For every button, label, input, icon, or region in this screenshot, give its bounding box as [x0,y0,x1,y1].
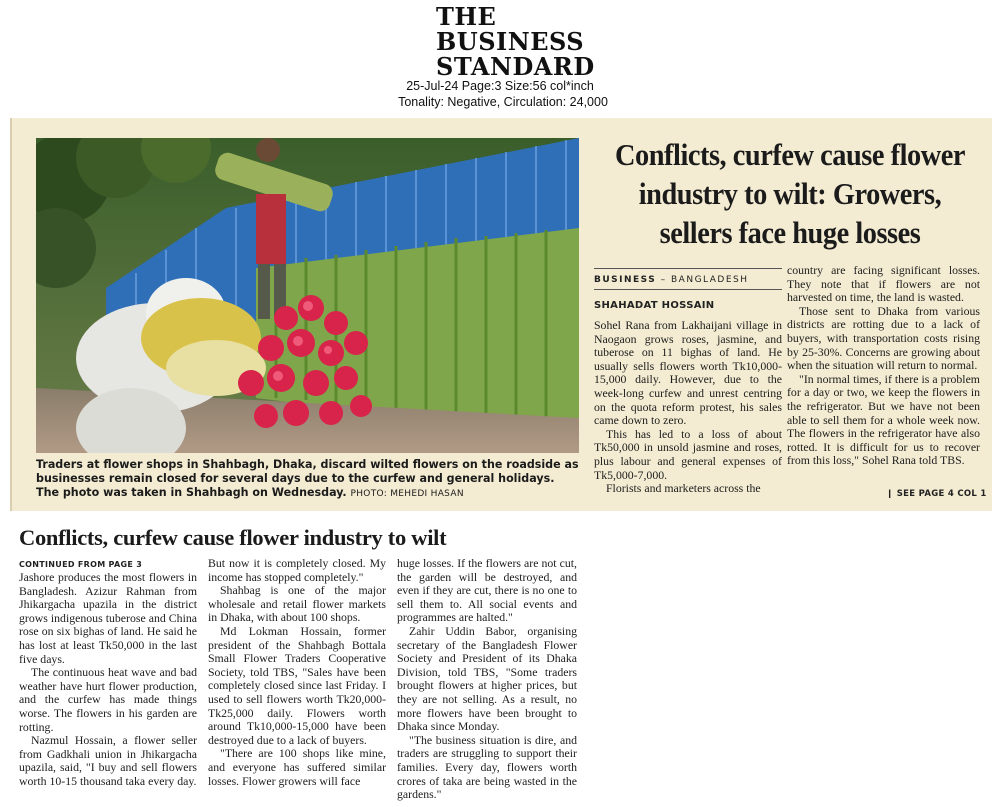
subsection-name: BANGLADESH [671,275,749,285]
paragraph: Shahbag is one of the major wholesale and retail flower markets in Dhaka, with about 100 shops. [208,583,386,625]
section-rule-bottom [594,289,782,290]
section-dash: – [660,275,667,285]
paragraph: This has led to a loss of about Tk50,000 in unsold jasmine and roses, plus labour and general expenses of Tk5,000-7,000. [594,426,782,482]
see-page-label: SEE PAGE 4 COL 1 [896,489,987,499]
photo-caption [36,458,581,501]
continuation-column-3 [397,557,577,802]
section-rule-top [594,268,782,269]
section-name: BUSINESS [594,275,657,285]
paragraph: Florists and marketers across the [606,481,761,496]
paragraph: Zahir Uddin Babor, organising secretary of the Bangladesh Flower Society and President of its Dhaka Division, told TBS, "Some traders brought flowers at higher prices, but they are not selling. As a result, no more flowers have been brought to Dhaka since Monday. [397,623,577,734]
paragraph: The continuous heat wave and bad weather have hurt flower production, and the curfew has made things worse. The flowers in his garden are rotting. [19,665,197,734]
logo-line-standard: STANDARD [436,52,595,81]
article-clipping [10,118,992,511]
paragraph: Sohel Rana from Lakhaijani village in Naogaon grows roses, jasmine, and tuberose on 11 bighas of land. He usually sells flowers worth Tk10,000-15,000 daily. However, due to the week-long curfew and unrest centring on the quota reform protest, his sales came down to zero. [594,318,782,428]
paragraph: Nazmul Hossain, a flower seller from Gadkhali union in Jhikargacha upazila, said, "I buy and sell flowers worth 10-15 thousand taka every day. [19,733,197,788]
paragraph: country are facing significant losses. They note that if flowers are not harvested on time, the land is wasted. [787,263,980,305]
continuation-headline: Conflicts, curfew cause flower industry to wilt [19,525,447,550]
continuation-clipping [10,517,580,802]
paragraph: "In normal times, if there is a problem for a day or two, we keep the flowers in the refrigerator. But we have not been able to sell them for a whole week now. The flowers in the refrigerator have also rotted. It is difficult for us to recover from this loss," Sohel Rana told TBS. [787,371,980,468]
logo-line-the: THE [436,2,497,31]
continuation-column-1 [19,571,197,789]
byline: SHAHADAT HOSSAIN [594,300,715,311]
logo-line-business: BUSINESS [436,27,585,56]
paragraph: Md Lokman Hossain, former president of the Shahbagh Bottala Small Flower Traders Cooperative Society, told TBS, "Sales have been completely closed since last Friday. I used to sell flowers worth Tk20,000-Tk25,000 daily. Flowers worth around Tk10,000-15,000 have been destroyed due to a lack of buyers. [208,623,386,747]
continued-from-label: CONTINUED FROM PAGE 3 [19,560,143,569]
see-page-jump [886,489,987,499]
clipping-meta-tonality: Tonality: Negative, Circulation: 24,000 [398,95,608,109]
news-photo [36,138,579,453]
paragraph: But now it is completely closed. My income has stopped completely." [208,556,386,584]
section-label [594,275,749,285]
paragraph: Jashore produces the most flowers in Bangladesh. Azizur Rahman from Jhikargacha upazila in the district grows indigenous tuberose and China rose on six bighas of land. He said he has lost at least Tk50,000 in the last five days. [19,570,197,666]
continuation-column-2 [208,557,386,788]
article-column-1 [594,319,782,496]
flower-market-photo [36,138,579,453]
article-column-2 [787,264,980,468]
paragraph: "There are 100 shops like mine, and everyone has suffered similar losses. Flower growers will face [208,746,386,788]
jump-marker-icon: ❙ [886,489,894,499]
caption-text: Traders at flower shops in Shahbagh, Dhaka, discard wilted flowers on the roadside as businesses remain closed for several days due to the curfew and general holidays. The photo was taken in Shahbagh on Wednesday. [36,458,579,499]
paragraph: Those sent to Dhaka from various districts are rotting due to a lack of buyers, with transportation costs rising by 25-30%. Concerns are growing about when the situation will return to normal. [787,303,980,373]
photo-credit: PHOTO: MEHEDI HASAN [350,489,464,499]
paragraph: "The business situation is dire, and traders are struggling to support their families. Every day, flowers worth crores of taka are being wasted in the gardens." [397,732,577,802]
article-headline: Conflicts, curfew cause flower industry to wilt: Growers, sellers face huge losses [615,138,965,250]
clipping-meta-date: 25-Jul-24 Page:3 Size:56 col*inch [406,79,594,93]
paragraph: huge losses. If the flowers are not cut, the garden will be destroyed, and even if they are cut, there is no one to sell them to. All social events and programmes are halted." [397,556,577,625]
